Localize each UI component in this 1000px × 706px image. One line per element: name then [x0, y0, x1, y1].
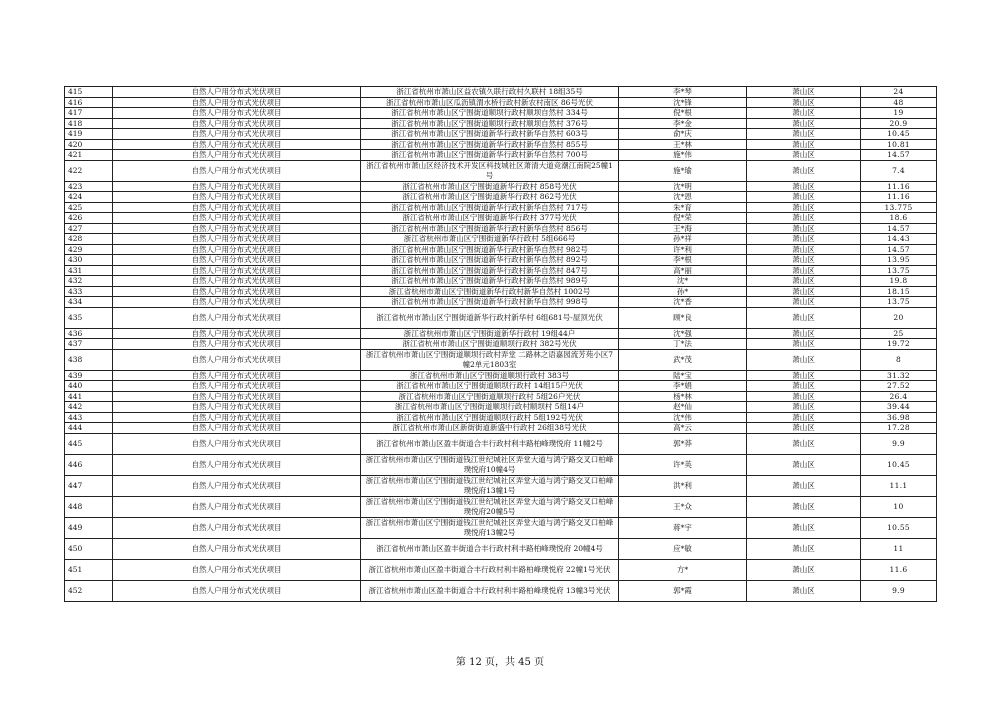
project-address: 浙江省杭州市萧山区新街街道新盛中行政村 26组38号光伏: [361, 423, 619, 434]
capacity-kw: 17.28: [861, 423, 937, 434]
district: 萧山区: [747, 108, 861, 119]
district: 萧山区: [747, 118, 861, 129]
project-address: 浙江省杭州市萧山区宁围街道新华行政村新华自然村 982号: [361, 244, 619, 255]
capacity-kw: 9.9: [861, 580, 937, 601]
project-address: 浙江省杭州市萧山区盈丰街道合丰行政村利丰路柏峰璞悦府 13幢3号光伏: [361, 580, 619, 601]
project-type: 自然人户用分布式光伏项目: [113, 286, 361, 297]
project-type: 自然人户用分布式光伏项目: [113, 454, 361, 475]
project-type: 自然人户用分布式光伏项目: [113, 213, 361, 224]
project-address: 浙江省杭州市萧山区宁围街道新华行政村 19组44户: [361, 328, 619, 339]
project-address: 浙江省杭州市萧山区宁围街道新华行政村新华自然村 998号: [361, 297, 619, 308]
project-address: 浙江省杭州市萧山区宁围街道新华行政村新华自然村 1002号: [361, 286, 619, 297]
row-number: 419: [65, 129, 113, 140]
row-number: 428: [65, 234, 113, 245]
capacity-kw: 26.4: [861, 391, 937, 402]
project-type: 自然人户用分布式光伏项目: [113, 276, 361, 287]
capacity-kw: 10.45: [861, 129, 937, 140]
row-number: 442: [65, 402, 113, 413]
project-address: 浙江省杭州市萧山区宁围街道新华行政村新华自然村 855号: [361, 139, 619, 150]
table-row: [65, 496, 937, 517]
district: 萧山区: [747, 307, 861, 328]
capacity-kw: 24: [861, 87, 937, 98]
row-number: 435: [65, 307, 113, 328]
project-address: 浙江省杭州市萧山区盈丰街道合丰行政村利丰路柏峰璞悦府 11幢2号: [361, 433, 619, 454]
row-number: 436: [65, 328, 113, 339]
project-type: 自然人户用分布式光伏项目: [113, 192, 361, 203]
table-row: [65, 97, 937, 108]
owner-name: 倪*荣: [619, 213, 747, 224]
row-number: 433: [65, 286, 113, 297]
capacity-kw: 11: [861, 538, 937, 559]
capacity-kw: 20: [861, 307, 937, 328]
table-row: [65, 454, 937, 475]
project-address: 浙江省杭州市萧山区宁围街道新华行政村新华自然村 717号: [361, 202, 619, 213]
row-number: 438: [65, 349, 113, 370]
owner-name: 高*丽: [619, 265, 747, 276]
table-row: [65, 475, 937, 496]
district: 萧山区: [747, 192, 861, 203]
capacity-kw: 8: [861, 349, 937, 370]
owner-name: 沈*明: [619, 181, 747, 192]
table-row: [65, 87, 937, 98]
row-number: 444: [65, 423, 113, 434]
table-row: [65, 423, 937, 434]
district: 萧山区: [747, 160, 861, 181]
project-address: 浙江省杭州市萧山区盈丰街道合丰行政村利丰路柏峰璞悦府 22幢1号光伏: [361, 559, 619, 580]
project-address: 浙江省杭州市萧山区宁围街道新华行政村新华村 6组681号-屋顶光伏: [361, 307, 619, 328]
row-number: 426: [65, 213, 113, 224]
project-type: 自然人户用分布式光伏项目: [113, 402, 361, 413]
table-row: [65, 234, 937, 245]
project-table-body: [65, 87, 937, 602]
page-footer: 第 12 页，共 45 页: [455, 657, 545, 668]
project-type: 自然人户用分布式光伏项目: [113, 423, 361, 434]
project-type: 自然人户用分布式光伏项目: [113, 139, 361, 150]
district: 萧山区: [747, 276, 861, 287]
project-address: 浙江省杭州市萧山区宁围街道顺坝行政村 383号: [361, 370, 619, 381]
project-type: 自然人户用分布式光伏项目: [113, 412, 361, 423]
capacity-kw: 13.775: [861, 202, 937, 213]
project-type: 自然人户用分布式光伏项目: [113, 223, 361, 234]
capacity-kw: 10.45: [861, 454, 937, 475]
project-address: 浙江省杭州市萧山区宁围街道钱江世纪城社区弄堂大道与鸿宁路交叉口柏峰璞悦府10幢4号: [361, 454, 619, 475]
table-row: [65, 108, 937, 119]
owner-name: 朱*育: [619, 202, 747, 213]
table-row: [65, 391, 937, 402]
owner-name: 王*海: [619, 223, 747, 234]
table-row: [65, 265, 937, 276]
capacity-kw: 10.55: [861, 517, 937, 538]
district: 萧山区: [747, 286, 861, 297]
district: 萧山区: [747, 297, 861, 308]
owner-name: 赵*仙: [619, 402, 747, 413]
row-number: 430: [65, 255, 113, 266]
project-address: 浙江省杭州市萧山区宁围街道新华行政村新华自然村 892号: [361, 255, 619, 266]
capacity-kw: 13.75: [861, 265, 937, 276]
owner-name: 陆*宝: [619, 370, 747, 381]
row-number: 421: [65, 150, 113, 161]
owner-name: 李*根: [619, 255, 747, 266]
owner-name: 沈*伟: [619, 412, 747, 423]
district: 萧山区: [747, 349, 861, 370]
district: 萧山区: [747, 475, 861, 496]
district: 萧山区: [747, 517, 861, 538]
row-number: 439: [65, 370, 113, 381]
district: 萧山区: [747, 139, 861, 150]
district: 萧山区: [747, 496, 861, 517]
table-row: [65, 118, 937, 129]
capacity-kw: 19.8: [861, 276, 937, 287]
owner-name: 顾*良: [619, 307, 747, 328]
row-number: 446: [65, 454, 113, 475]
project-address: 浙江省杭州市萧山区宁围街道顺坝行政村顺坝村 5组14户: [361, 402, 619, 413]
district: 萧山区: [747, 328, 861, 339]
project-address: 浙江省杭州市萧山区瓜沥镇渭水桥行政村新农村南区 86号光伏: [361, 97, 619, 108]
capacity-kw: 20.9: [861, 118, 937, 129]
row-number: 422: [65, 160, 113, 181]
capacity-kw: 48: [861, 97, 937, 108]
district: 萧山区: [747, 433, 861, 454]
table-row: [65, 213, 937, 224]
district: 萧山区: [747, 255, 861, 266]
row-number: 449: [65, 517, 113, 538]
capacity-kw: 14.57: [861, 223, 937, 234]
owner-name: 沈*强: [619, 328, 747, 339]
owner-name: 郭*霞: [619, 580, 747, 601]
project-address: 浙江省杭州市萧山区宁围街道新华行政村 862号光伏: [361, 192, 619, 203]
project-address: 浙江省杭州市萧山区宁围街道顺坝行政村 14组15户光伏: [361, 381, 619, 392]
table-row: [65, 517, 937, 538]
district: 萧山区: [747, 339, 861, 350]
table-row: [65, 202, 937, 213]
project-address: 浙江省杭州市萧山区宁围街道新华行政村 5组666号: [361, 234, 619, 245]
district: 萧山区: [747, 402, 861, 413]
row-number: 445: [65, 433, 113, 454]
district: 萧山区: [747, 381, 861, 392]
project-type: 自然人户用分布式光伏项目: [113, 97, 361, 108]
project-type: 自然人户用分布式光伏项目: [113, 391, 361, 402]
capacity-kw: 11.6: [861, 559, 937, 580]
project-type: 自然人户用分布式光伏项目: [113, 475, 361, 496]
owner-name: 方*: [619, 559, 747, 580]
capacity-kw: 19.72: [861, 339, 937, 350]
project-address: 浙江省杭州市萧山区宁围街道新华行政村新华自然村 700号: [361, 150, 619, 161]
project-type: 自然人户用分布式光伏项目: [113, 160, 361, 181]
owner-name: 丁*法: [619, 339, 747, 350]
project-type: 自然人户用分布式光伏项目: [113, 381, 361, 392]
project-type: 自然人户用分布式光伏项目: [113, 108, 361, 119]
district: 萧山区: [747, 97, 861, 108]
project-type: 自然人户用分布式光伏项目: [113, 517, 361, 538]
capacity-kw: 11.16: [861, 192, 937, 203]
capacity-kw: 13.95: [861, 255, 937, 266]
project-address: 浙江省杭州市萧山区宁围街道顺坝行政村弄堂 二路林之语嘉园流芳苑小区7幢2单元1803室: [361, 349, 619, 370]
owner-name: 许*利: [619, 244, 747, 255]
table-row: [65, 349, 937, 370]
district: 萧山区: [747, 538, 861, 559]
table-row: [65, 255, 937, 266]
table-row: [65, 381, 937, 392]
row-number: 437: [65, 339, 113, 350]
district: 萧山区: [747, 265, 861, 276]
project-type: 自然人户用分布式光伏项目: [113, 202, 361, 213]
capacity-kw: 14.57: [861, 150, 937, 161]
project-type: 自然人户用分布式光伏项目: [113, 234, 361, 245]
owner-name: 沈*香: [619, 297, 747, 308]
project-type: 自然人户用分布式光伏项目: [113, 328, 361, 339]
table-row: [65, 538, 937, 559]
district: 萧山区: [747, 412, 861, 423]
capacity-kw: 11.1: [861, 475, 937, 496]
row-number: 418: [65, 118, 113, 129]
district: 萧山区: [747, 150, 861, 161]
capacity-kw: 25: [861, 328, 937, 339]
owner-name: 沈*锋: [619, 97, 747, 108]
capacity-kw: 19: [861, 108, 937, 119]
capacity-kw: 13.75: [861, 297, 937, 308]
project-type: 自然人户用分布式光伏项目: [113, 129, 361, 140]
owner-name: 高*云: [619, 423, 747, 434]
capacity-kw: 14.57: [861, 244, 937, 255]
district: 萧山区: [747, 244, 861, 255]
capacity-kw: 14.43: [861, 234, 937, 245]
capacity-kw: 36.98: [861, 412, 937, 423]
table-row: [65, 559, 937, 580]
owner-name: 孙*: [619, 286, 747, 297]
owner-name: 洪*利: [619, 475, 747, 496]
owner-name: 应*敏: [619, 538, 747, 559]
row-number: 451: [65, 559, 113, 580]
row-number: 420: [65, 139, 113, 150]
row-number: 450: [65, 538, 113, 559]
project-type: 自然人户用分布式光伏项目: [113, 538, 361, 559]
owner-name: 李*娟: [619, 381, 747, 392]
project-type: 自然人户用分布式光伏项目: [113, 297, 361, 308]
project-type: 自然人户用分布式光伏项目: [113, 559, 361, 580]
table-row: [65, 433, 937, 454]
capacity-kw: 18.6: [861, 213, 937, 224]
owner-name: 孙*祥: [619, 234, 747, 245]
table-row: [65, 139, 937, 150]
row-number: 427: [65, 223, 113, 234]
capacity-kw: 18.15: [861, 286, 937, 297]
row-number: 423: [65, 181, 113, 192]
capacity-kw: 10.81: [861, 139, 937, 150]
project-address: 浙江省杭州市萧山区益农镇久联行政村久联村 18组35号: [361, 87, 619, 98]
project-address: 浙江省杭州市萧山区宁围街道钱江世纪城社区弄堂大道与鸿宁路交叉口柏峰璞悦府13幢1号: [361, 475, 619, 496]
owner-name: 蒋*宇: [619, 517, 747, 538]
capacity-kw: 27.52: [861, 381, 937, 392]
row-number: 431: [65, 265, 113, 276]
district: 萧山区: [747, 559, 861, 580]
table-row: [65, 150, 937, 161]
district: 萧山区: [747, 202, 861, 213]
project-address: 浙江省杭州市萧山区宁围街道顺坝行政村 5组26户光伏: [361, 391, 619, 402]
capacity-kw: 10: [861, 496, 937, 517]
table-row: [65, 297, 937, 308]
row-number: 434: [65, 297, 113, 308]
capacity-kw: 39.44: [861, 402, 937, 413]
project-address: 浙江省杭州市萧山区经济技术开发区科技城社区萧清大道竞潮江南院25幢1号: [361, 160, 619, 181]
row-number: 425: [65, 202, 113, 213]
table-row: [65, 129, 937, 140]
table-row: [65, 339, 937, 350]
table-row: [65, 192, 937, 203]
project-type: 自然人户用分布式光伏项目: [113, 150, 361, 161]
district: 萧山区: [747, 423, 861, 434]
project-address: 浙江省杭州市萧山区宁围街道顺坝行政村顺坝自然村 376号: [361, 118, 619, 129]
row-number: 429: [65, 244, 113, 255]
owner-name: 俞*庆: [619, 129, 747, 140]
row-number: 432: [65, 276, 113, 287]
project-type: 自然人户用分布式光伏项目: [113, 307, 361, 328]
table-row: [65, 286, 937, 297]
district: 萧山区: [747, 454, 861, 475]
project-type: 自然人户用分布式光伏项目: [113, 244, 361, 255]
owner-name: 李*琴: [619, 87, 747, 98]
owner-name: 许*英: [619, 454, 747, 475]
row-number: 447: [65, 475, 113, 496]
district: 萧山区: [747, 223, 861, 234]
project-address: 浙江省杭州市萧山区宁围街道顺坝行政村顺坝自然村 334号: [361, 108, 619, 119]
project-address: 浙江省杭州市萧山区宁围街道新华行政村新华自然村 603号: [361, 129, 619, 140]
project-type: 自然人户用分布式光伏项目: [113, 265, 361, 276]
project-address: 浙江省杭州市萧山区宁围街道钱江世纪城社区弄堂大道与鸿宁路交叉口柏峰璞悦府20幢5号: [361, 496, 619, 517]
table-row: [65, 412, 937, 423]
project-table: [64, 86, 937, 602]
district: 萧山区: [747, 580, 861, 601]
project-address: 浙江省杭州市萧山区宁围街道新华行政村新华自然村 847号: [361, 265, 619, 276]
row-number: 416: [65, 97, 113, 108]
owner-name: 武*茂: [619, 349, 747, 370]
owner-name: 王*林: [619, 139, 747, 150]
project-address: 浙江省杭州市萧山区宁围街道新华行政村 858号光伏: [361, 181, 619, 192]
project-type: 自然人户用分布式光伏项目: [113, 433, 361, 454]
table-row: [65, 307, 937, 328]
row-number: 441: [65, 391, 113, 402]
owner-name: 李*金: [619, 118, 747, 129]
owner-name: 施*瑜: [619, 160, 747, 181]
project-type: 自然人户用分布式光伏项目: [113, 255, 361, 266]
owner-name: 沈*: [619, 276, 747, 287]
owner-name: 王*众: [619, 496, 747, 517]
district: 萧山区: [747, 87, 861, 98]
project-type: 自然人户用分布式光伏项目: [113, 496, 361, 517]
owner-name: 倪*根: [619, 108, 747, 119]
row-number: 440: [65, 381, 113, 392]
district: 萧山区: [747, 370, 861, 381]
row-number: 415: [65, 87, 113, 98]
table-row: [65, 370, 937, 381]
owner-name: 沈*恩: [619, 192, 747, 203]
row-number: 424: [65, 192, 113, 203]
row-number: 443: [65, 412, 113, 423]
district: 萧山区: [747, 391, 861, 402]
project-address: 浙江省杭州市萧山区宁围街道钱江世纪城社区弄堂大道与鸿宁路交叉口柏峰璞悦府13幢2号: [361, 517, 619, 538]
project-type: 自然人户用分布式光伏项目: [113, 339, 361, 350]
project-type: 自然人户用分布式光伏项目: [113, 87, 361, 98]
owner-name: 施*伟: [619, 150, 747, 161]
project-address: 浙江省杭州市萧山区宁围街道顺坝行政村 382号光伏: [361, 339, 619, 350]
district: 萧山区: [747, 181, 861, 192]
project-type: 自然人户用分布式光伏项目: [113, 349, 361, 370]
table-row: [65, 402, 937, 413]
district: 萧山区: [747, 213, 861, 224]
table-row: [65, 580, 937, 601]
project-address: 浙江省杭州市萧山区宁围街道新华行政村新华自然村 989号: [361, 276, 619, 287]
project-address: 浙江省杭州市萧山区盈丰街道合丰行政村利丰路柏峰璞悦府 20幢4号: [361, 538, 619, 559]
project-address: 浙江省杭州市萧山区宁围街道新华行政村新华自然村 856号: [361, 223, 619, 234]
capacity-kw: 9.9: [861, 433, 937, 454]
table-row: [65, 328, 937, 339]
district: 萧山区: [747, 129, 861, 140]
table-row: [65, 181, 937, 192]
district: 萧山区: [747, 234, 861, 245]
project-type: 自然人户用分布式光伏项目: [113, 118, 361, 129]
project-address: 浙江省杭州市萧山区宁围街道新华行政村 377号光伏: [361, 213, 619, 224]
row-number: 417: [65, 108, 113, 119]
capacity-kw: 7.4: [861, 160, 937, 181]
owner-name: 杨*林: [619, 391, 747, 402]
table-row: [65, 244, 937, 255]
project-type: 自然人户用分布式光伏项目: [113, 181, 361, 192]
row-number: 452: [65, 580, 113, 601]
table-row: [65, 160, 937, 181]
project-type: 自然人户用分布式光伏项目: [113, 580, 361, 601]
table-row: [65, 223, 937, 234]
project-type: 自然人户用分布式光伏项目: [113, 370, 361, 381]
project-address: 浙江省杭州市萧山区宁围街道顺坝行政村 5组192号光伏: [361, 412, 619, 423]
capacity-kw: 11.16: [861, 181, 937, 192]
capacity-kw: 31.32: [861, 370, 937, 381]
table-row: [65, 276, 937, 287]
owner-name: 郭*莽: [619, 433, 747, 454]
row-number: 448: [65, 496, 113, 517]
